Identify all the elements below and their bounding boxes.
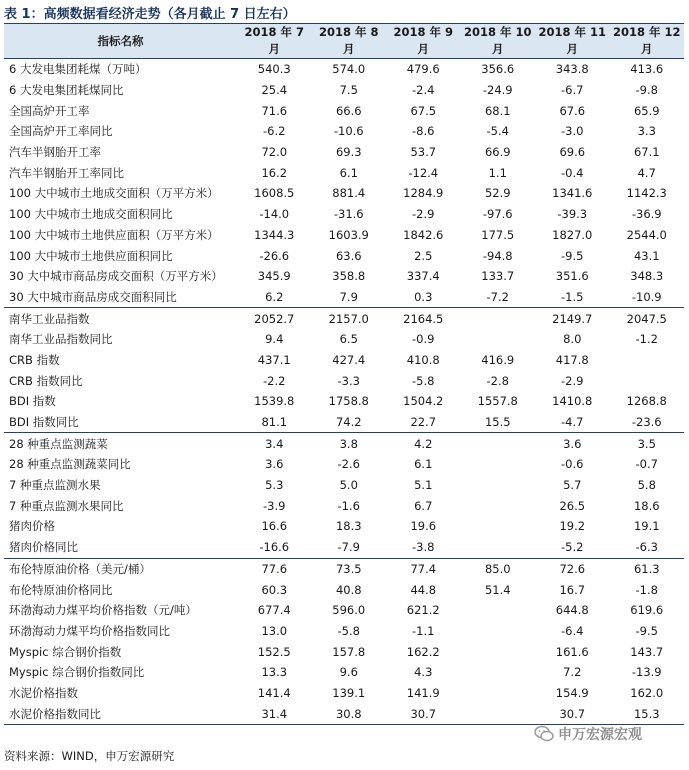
indicator-name: 布伦特原油价格同比 [9, 582, 113, 597]
value-cell: 1557.8 [477, 394, 518, 409]
value-cell: 417.8 [555, 352, 589, 367]
value-cell: 351.6 [555, 269, 589, 284]
value-cell: -5.8 [412, 373, 435, 388]
value-cell: 2052.7 [237, 308, 312, 329]
value-cell: 1344.3 [254, 227, 295, 242]
indicator-name: 汽车半钢胎开工率 [9, 145, 101, 160]
value-cell: 427.4 [332, 352, 366, 367]
header-row [4, 24, 684, 59]
value-cell: 621.2 [406, 603, 440, 618]
indicator-name: 7 种重点监测水果同比 [9, 498, 124, 513]
value-cell: 5.7 [563, 478, 582, 493]
value-cell: -1.6 [337, 498, 360, 513]
value-cell: 143.7 [630, 644, 664, 659]
value-cell: -4.7 [561, 415, 584, 430]
value-cell: -2.9 [412, 207, 435, 222]
table-row [4, 391, 684, 412]
table-row [4, 59, 684, 80]
indicator-name: BDI 指数 [9, 394, 56, 409]
value-cell [461, 537, 536, 558]
value-cell: 3.4 [237, 433, 312, 454]
indicator-name: 7 种重点监测水果 [9, 478, 101, 493]
value-cell: 16.2 [261, 165, 288, 180]
value-cell [461, 621, 536, 642]
value-cell: 574.0 [332, 62, 366, 77]
value-cell: 51.4 [484, 582, 511, 597]
table-title: 表 1：高频数据看经济走势（各月截止 7 日左右） [4, 7, 296, 22]
header-month: 2018 年 10 月 [461, 24, 536, 59]
value-cell: -1.5 [561, 289, 584, 304]
value-cell: 337.4 [406, 269, 440, 284]
value-cell: -2.9 [561, 373, 584, 388]
table-body [4, 59, 684, 725]
value-cell: -9.8 [635, 83, 658, 98]
indicator-name: 南华工业品指数 [4, 308, 237, 329]
value-cell: -6.2 [263, 124, 286, 139]
header-month: 2018 年 8 月 [312, 24, 387, 59]
table-row [4, 100, 684, 121]
value-cell: -31.6 [333, 207, 364, 222]
header-month: 2018 年 12 月 [610, 24, 685, 59]
value-cell: 3.8 [312, 433, 387, 454]
watermark-logo [534, 724, 642, 744]
indicator-name: 水泥价格指数 [9, 685, 78, 700]
value-cell: 141.9 [406, 685, 440, 700]
value-cell: 15.3 [610, 703, 685, 724]
value-cell: 25.4 [261, 83, 288, 98]
value-cell: 72.6 [535, 558, 610, 579]
value-cell: -5.4 [486, 124, 509, 139]
value-cell: 40.8 [335, 582, 362, 597]
value-cell: 540.3 [257, 62, 291, 77]
value-cell: 4.2 [386, 433, 461, 454]
value-cell: 1341.6 [552, 186, 593, 201]
value-cell: 6.5 [339, 332, 358, 347]
value-cell: -6.7 [561, 83, 584, 98]
table-row [4, 142, 684, 163]
table-row [4, 641, 684, 662]
table-row [4, 225, 684, 246]
header-name: 指标名称 [4, 24, 237, 59]
table-row [4, 621, 684, 642]
value-cell: 77.4 [386, 558, 461, 579]
value-cell: 18.3 [335, 519, 362, 534]
value-cell [461, 703, 536, 724]
value-cell: 74.2 [335, 415, 362, 430]
table-row [4, 245, 684, 266]
value-cell: 1608.5 [254, 186, 295, 201]
indicator-name: 布伦特原油价格（美元/桶） [4, 558, 237, 579]
value-cell: 162.2 [406, 644, 440, 659]
value-cell [610, 370, 685, 391]
value-cell: 22.7 [410, 415, 437, 430]
value-cell: -3.0 [561, 124, 584, 139]
value-cell: 3.5 [610, 433, 685, 454]
value-cell: 5.0 [339, 478, 358, 493]
value-cell: -13.9 [631, 665, 662, 680]
value-cell: 0.3 [414, 289, 433, 304]
indicator-name: 100 大中城市土地供应面积（万平方米） [9, 227, 219, 242]
value-cell: 81.1 [261, 415, 288, 430]
table-row [4, 266, 684, 287]
table-row [4, 370, 684, 391]
table-row [4, 412, 684, 433]
value-cell: -7.2 [486, 289, 509, 304]
value-cell: 596.0 [332, 603, 366, 618]
table-row [4, 475, 684, 496]
value-cell: 13.0 [261, 623, 288, 638]
value-cell: 73.5 [312, 558, 387, 579]
indicator-name: 6 大发电集团耗煤同比 [9, 83, 124, 98]
value-cell: -23.6 [631, 415, 662, 430]
value-cell: -12.4 [408, 165, 439, 180]
value-cell: 1142.3 [626, 186, 667, 201]
value-cell: 133.7 [481, 269, 515, 284]
value-cell: 644.8 [555, 603, 589, 618]
value-cell [461, 308, 536, 329]
value-cell: 52.9 [484, 186, 511, 201]
value-cell: 71.6 [261, 103, 288, 118]
value-cell: 18.6 [633, 498, 660, 513]
value-cell: 7.5 [339, 83, 358, 98]
value-cell: 5.1 [414, 478, 433, 493]
value-cell: 7.2 [563, 665, 582, 680]
indicator-name: 南华工业品指数同比 [9, 332, 113, 347]
value-cell: -9.5 [635, 623, 658, 638]
value-cell: -2.2 [263, 373, 286, 388]
indicator-name: CRB 指数 [9, 352, 60, 367]
table-row [4, 121, 684, 142]
header-month: 2018 年 9 月 [386, 24, 461, 59]
value-cell: 2157.0 [312, 308, 387, 329]
value-cell: -5.2 [561, 540, 584, 555]
table-row [4, 537, 684, 558]
indicator-name: 100 大中城市土地成交面积同比 [9, 207, 173, 222]
value-cell: 154.9 [555, 685, 589, 700]
table-row [4, 308, 684, 329]
value-cell: 60.3 [261, 582, 288, 597]
value-cell: 3.6 [535, 433, 610, 454]
value-cell: 479.6 [406, 62, 440, 77]
value-cell: 2164.5 [386, 308, 461, 329]
value-cell: 67.1 [633, 145, 660, 160]
value-cell: 30.8 [312, 703, 387, 724]
indicator-name: 环渤海动力煤平均价格指数同比 [9, 623, 170, 638]
table-row [4, 662, 684, 683]
value-cell: 348.3 [630, 269, 664, 284]
value-cell: 19.6 [410, 519, 437, 534]
value-cell: 4.7 [637, 165, 656, 180]
indicator-name: 全国高炉开工率 [9, 103, 90, 118]
value-cell: 61.3 [610, 558, 685, 579]
value-cell: 9.4 [265, 332, 284, 347]
table-row [4, 600, 684, 621]
indicator-name: 全国高炉开工率同比 [9, 124, 113, 139]
value-cell: -39.3 [557, 207, 588, 222]
header-month: 2018 年 11 月 [535, 24, 610, 59]
value-cell: -9.5 [561, 248, 584, 263]
table-row [4, 162, 684, 183]
value-cell [610, 350, 685, 371]
value-cell: 19.2 [559, 519, 586, 534]
table-row [4, 433, 684, 454]
value-cell: -0.9 [412, 332, 435, 347]
value-cell [461, 495, 536, 516]
value-cell: 15.5 [484, 415, 511, 430]
value-cell: -10.6 [333, 124, 364, 139]
value-cell: 13.3 [261, 665, 288, 680]
value-cell: 1539.8 [254, 394, 295, 409]
value-cell: -0.4 [561, 165, 584, 180]
value-cell: 345.9 [257, 269, 291, 284]
value-cell: 1504.2 [403, 394, 444, 409]
value-cell: 16.7 [559, 582, 586, 597]
value-cell: 68.1 [484, 103, 511, 118]
table-row [4, 329, 684, 350]
value-cell: 66.6 [335, 103, 362, 118]
value-cell: 2544.0 [626, 227, 667, 242]
value-cell: -97.6 [482, 207, 513, 222]
value-cell: -6.3 [635, 540, 658, 555]
value-cell: -24.9 [482, 83, 513, 98]
value-cell: 16.6 [261, 519, 288, 534]
table-row [4, 350, 684, 371]
value-cell: 1410.8 [552, 394, 593, 409]
value-cell: -36.9 [631, 207, 662, 222]
value-cell: 65.9 [633, 103, 660, 118]
value-cell: 5.8 [637, 478, 656, 493]
indicator-name: 28 种重点监测蔬菜同比 [9, 457, 131, 472]
value-cell: -5.8 [337, 623, 360, 638]
indicator-name: 水泥价格指数同比 [4, 703, 237, 724]
value-cell: 7.9 [339, 289, 358, 304]
value-cell: 343.8 [555, 62, 589, 77]
value-cell: 85.0 [461, 558, 536, 579]
value-cell: -1.8 [635, 582, 658, 597]
indicator-name: 猪肉价格同比 [9, 540, 78, 555]
value-cell [461, 454, 536, 475]
value-cell: 63.6 [335, 248, 362, 263]
value-cell: 69.6 [559, 145, 586, 160]
value-cell: 69.3 [335, 145, 362, 160]
source-note: 资料来源：WIND，申万宏源研究 [4, 749, 175, 763]
value-cell [461, 475, 536, 496]
table-row [4, 516, 684, 537]
watermark-text: 申万宏源宏观 [558, 727, 642, 743]
value-cell [461, 662, 536, 683]
value-cell: 177.5 [481, 227, 515, 242]
indicator-name: 汽车半钢胎开工率同比 [9, 165, 124, 180]
value-cell: 43.1 [633, 248, 660, 263]
indicator-table [4, 23, 684, 725]
value-cell: 413.6 [630, 62, 664, 77]
value-cell: 437.1 [257, 352, 291, 367]
value-cell: 9.6 [339, 665, 358, 680]
value-cell: -8.6 [412, 124, 435, 139]
value-cell: -14.0 [259, 207, 290, 222]
value-cell: 6.1 [414, 457, 433, 472]
table-row [4, 703, 684, 724]
indicator-name: Myspic 综合钢价指数 [9, 644, 122, 659]
value-cell: 26.5 [559, 498, 586, 513]
value-cell: 1827.0 [552, 227, 593, 242]
value-cell: 2149.7 [535, 308, 610, 329]
value-cell: 161.6 [555, 644, 589, 659]
value-cell: -16.6 [259, 540, 290, 555]
value-cell: 358.8 [332, 269, 366, 284]
value-cell: -3.3 [337, 373, 360, 388]
value-cell: -2.8 [486, 373, 509, 388]
value-cell: 1603.9 [328, 227, 369, 242]
value-cell: 410.8 [406, 352, 440, 367]
value-cell: 77.6 [237, 558, 312, 579]
value-cell: 162.0 [630, 685, 664, 700]
value-cell: 67.6 [559, 103, 586, 118]
indicator-name: 环渤海动力煤平均价格指数（元/吨） [9, 603, 197, 618]
value-cell: 1758.8 [328, 394, 369, 409]
table-row [4, 204, 684, 225]
value-cell: 152.5 [257, 644, 291, 659]
table-row [4, 683, 684, 704]
value-cell: 139.1 [332, 685, 366, 700]
value-cell: 8.0 [563, 332, 582, 347]
value-cell: 6.1 [339, 165, 358, 180]
value-cell: 19.1 [633, 519, 660, 534]
header-month: 2018 年 7 月 [237, 24, 312, 59]
value-cell: 66.9 [484, 145, 511, 160]
value-cell: -26.6 [259, 248, 290, 263]
wechat-icon [534, 725, 554, 743]
indicator-name: 28 种重点监测蔬菜 [4, 433, 237, 454]
value-cell [461, 433, 536, 454]
value-cell: -6.4 [561, 623, 584, 638]
value-cell: 6.2 [265, 289, 284, 304]
indicator-name: 100 大中城市土地供应面积同比 [9, 248, 173, 263]
indicator-name: BDI 指数同比 [9, 415, 79, 430]
indicator-name: 30 大中城市商品房成交面积同比 [9, 289, 177, 304]
value-cell [461, 641, 536, 662]
value-cell: 157.8 [332, 644, 366, 659]
value-cell: -7.9 [337, 540, 360, 555]
value-cell: -3.9 [263, 498, 286, 513]
value-cell: 67.5 [410, 103, 437, 118]
value-cell: 44.8 [410, 582, 437, 597]
table-row [4, 80, 684, 101]
value-cell: -3.8 [412, 540, 435, 555]
value-cell: 2.5 [414, 248, 433, 263]
value-cell: 619.6 [630, 603, 664, 618]
value-cell: 2047.5 [610, 308, 685, 329]
indicator-name: CRB 指数同比 [9, 373, 83, 388]
indicator-name: 猪肉价格 [9, 519, 55, 534]
indicator-name: 30 大中城市商品房成交面积（万平方米） [9, 269, 223, 284]
indicator-name: 6 大发电集团耗煤（万吨） [9, 62, 147, 77]
value-cell: 1268.8 [626, 394, 667, 409]
value-cell: 6.7 [414, 498, 433, 513]
value-cell: -1.2 [635, 332, 658, 347]
value-cell: -0.7 [635, 457, 658, 472]
value-cell: 4.3 [414, 665, 433, 680]
value-cell: 1284.9 [403, 186, 444, 201]
value-cell: 1.1 [488, 165, 507, 180]
value-cell: 31.4 [237, 703, 312, 724]
value-cell: 30.7 [386, 703, 461, 724]
value-cell: 677.4 [257, 603, 291, 618]
value-cell: 141.4 [257, 685, 291, 700]
value-cell: 356.6 [481, 62, 515, 77]
value-cell [461, 516, 536, 537]
value-cell: 1842.6 [403, 227, 444, 242]
value-cell: 881.4 [332, 186, 366, 201]
value-cell: 3.3 [637, 124, 656, 139]
value-cell: 72.0 [261, 145, 288, 160]
value-cell: 5.3 [265, 478, 284, 493]
value-cell: 53.7 [410, 145, 437, 160]
value-cell: -2.4 [412, 83, 435, 98]
value-cell: -10.9 [631, 289, 662, 304]
value-cell: -94.8 [482, 248, 513, 263]
value-cell: 3.6 [265, 457, 284, 472]
value-cell: -2.6 [337, 457, 360, 472]
table-row [4, 454, 684, 475]
value-cell [461, 600, 536, 621]
indicator-name: 100 大中城市土地成交面积（万平方米） [9, 186, 219, 201]
value-cell: 416.9 [481, 352, 515, 367]
value-cell [461, 683, 536, 704]
table-row [4, 495, 684, 516]
value-cell [461, 329, 536, 350]
table-row [4, 287, 684, 308]
value-cell: 30.7 [535, 703, 610, 724]
indicator-name: Myspic 综合钢价指数同比 [9, 665, 145, 680]
table-row [4, 558, 684, 579]
value-cell: -0.6 [561, 457, 584, 472]
value-cell: -1.1 [412, 623, 435, 638]
table-row [4, 183, 684, 204]
table-row [4, 579, 684, 600]
